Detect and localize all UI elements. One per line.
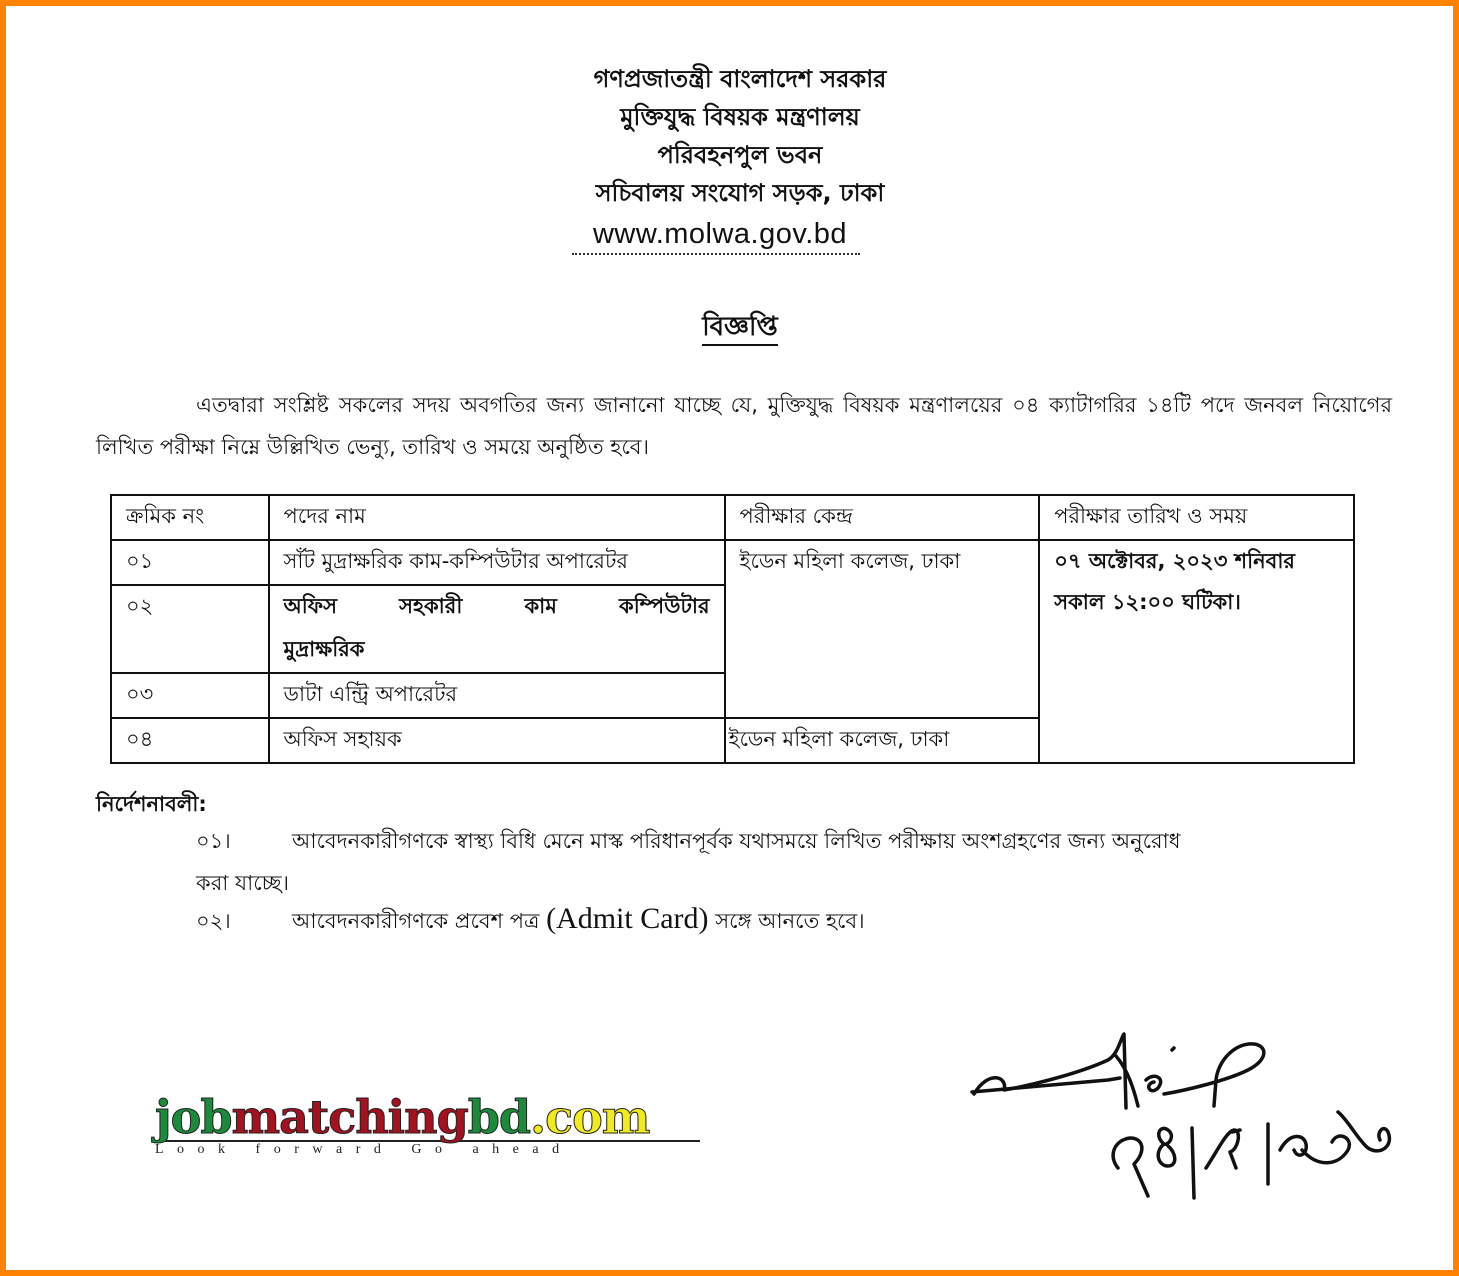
notice-paragraph: এতদ্বারা সংশ্লিষ্ট সকলের সদয় অবগতির জন্য জানানো যাচ্ছে যে, মুক্তিযুদ্ধ বিষয়ক মন্ত্রণালয়ের ০৪ ক্যাটাগরির ১৪টি পদে জনবল নিয়োগের লিখিত পরীক্ষা নিম্নে উল্লিখিত ভেন্যু, তারিখ ও সময়ে অনুষ্ঠিত হবে।: [96, 393, 1392, 459]
signature-image: [968, 1020, 1408, 1200]
instruction-text: আবেদনকারীগণকে প্রবেশ পত্র: [292, 909, 547, 933]
watermark-logo: [155, 1092, 700, 1158]
instructions-title: নির্দেশনাবলী:: [96, 792, 207, 816]
watermark-wordmark: jobmatchingbd.com: [155, 1090, 650, 1144]
cell-serial: ০১: [111, 540, 269, 585]
letterhead-building: পরিবহনপুল ভবন: [657, 141, 823, 169]
cell-venue: ইডেন মহিলা কলেজ, ঢাকা: [725, 540, 1040, 718]
signature-icon: [968, 1020, 1408, 1200]
header-venue: পরীক্ষার কেন্দ্র: [725, 495, 1040, 540]
table-header-row: [111, 495, 1354, 540]
instruction-text-after: সঙ্গে আনতে হবে।: [708, 909, 865, 933]
exam-time: সকাল ১২:০০ ঘটিকা।: [1054, 590, 1241, 614]
cell-venue: ইডেন মহিলা কলেজ, ঢাকা: [725, 718, 1040, 763]
letterhead-government: গণপ্রজাতন্ত্রী বাংলাদেশ সরকার: [593, 65, 887, 93]
cell-post: [269, 585, 725, 673]
notice-title: বিজ্ঞপ্তি: [640, 306, 840, 350]
header-post: পদের নাম: [269, 495, 725, 540]
instruction-text-cont: করা যাচ্ছে।: [196, 871, 290, 895]
instruction-number: ০২।: [196, 909, 231, 933]
header-serial: ক্রমিক নং: [111, 495, 269, 540]
instruction-item-2: [196, 898, 1392, 942]
post-line-2: মুদ্রাক্ষরিক: [283, 637, 365, 661]
cell-post: ডাটা এন্ট্রি অপারেটর: [269, 673, 725, 718]
exam-date: ০৭ অক্টোবর, ২০২৩ শনিবার: [1054, 549, 1295, 573]
cell-post: সাঁট মুদ্রাক্ষরিক কাম-কম্পিউটার অপারেটর: [269, 540, 725, 585]
cell-serial: ০৩: [111, 673, 269, 718]
admit-card-text: (Admit Card): [546, 902, 709, 935]
cell-datetime: [1039, 540, 1354, 763]
header-datetime: পরীক্ষার তারিখ ও সময়: [1039, 495, 1354, 540]
table-row: [111, 540, 1354, 585]
cell-serial: ০২: [111, 585, 269, 673]
instruction-number: ০১।: [196, 829, 231, 853]
letterhead-ministry: মুক্তিযুদ্ধ বিষয়ক মন্ত্রণালয়: [620, 103, 860, 131]
watermark-tagline: Look forward Go ahead: [155, 1142, 573, 1157]
letterhead: [440, 60, 1040, 212]
exam-schedule-table: [110, 494, 1355, 764]
letterhead-address: সচিবালয় সংযোগ সড়ক, ঢাকা: [595, 179, 885, 207]
website-link[interactable]: www.molwa.gov.bd: [592, 218, 848, 250]
instruction-text: আবেদনকারীগণকে স্বাস্থ্য বিধি মেনে মাস্ক পরিধানপূর্বক যথাসময়ে লিখিত পরীক্ষায় অংশগ্রহণের জন্য অনুরোধ: [292, 829, 1181, 853]
website-underline: [572, 253, 860, 255]
instruction-item-1: [196, 820, 1392, 904]
cell-serial: ০৪: [111, 718, 269, 763]
cell-post: অফিস সহায়ক: [269, 718, 725, 763]
post-line-1: অফিস সহকারী কাম কম্পিউটার: [283, 594, 710, 618]
